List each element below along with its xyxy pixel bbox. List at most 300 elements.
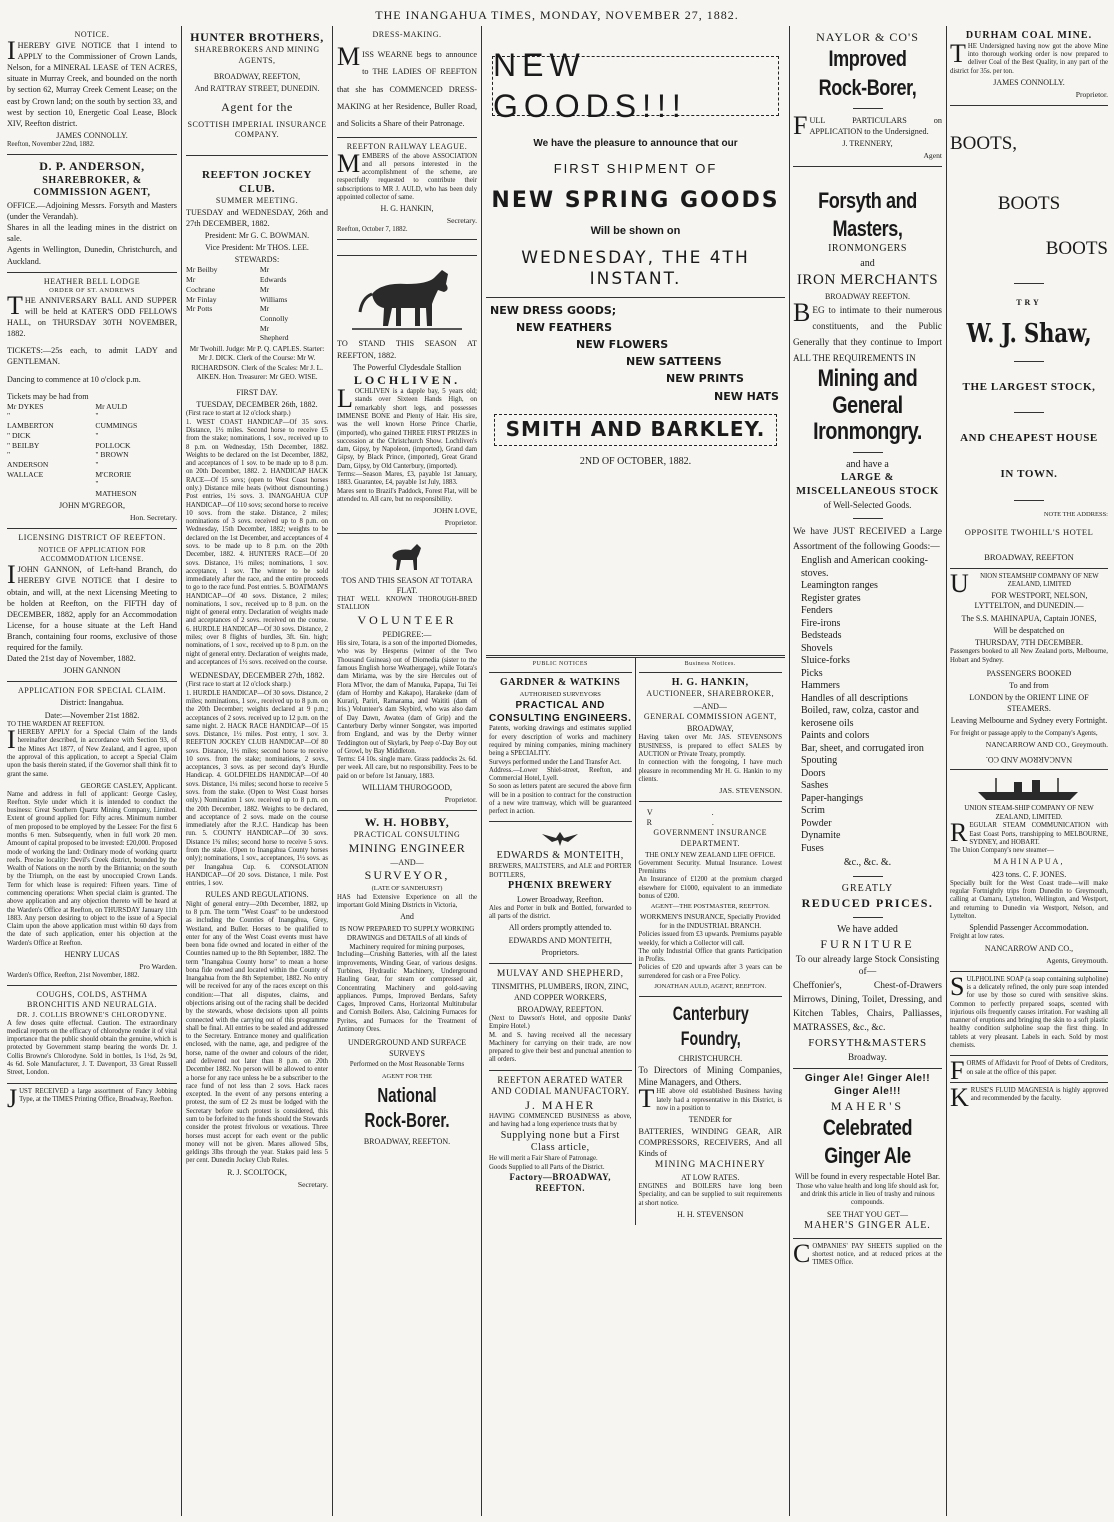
lodge-name: " BEILBY — [7, 440, 40, 450]
column-1 — [4, 26, 180, 1516]
column-2 — [183, 26, 331, 1516]
volunteer-stand: TOS AND THIS SEASON AT TOTARA FLAT. — [341, 575, 473, 595]
forsyth-large: LARGE & MISCELLANEOUS STOCK — [796, 472, 939, 497]
em-signature: EDWARDS AND MONTEITH, — [508, 935, 612, 945]
gardner-watkins-advert — [489, 673, 632, 823]
special-signature-3: Pro Warden. — [139, 962, 177, 972]
goods-item: Powder — [801, 817, 832, 829]
usco2-ship: MAHINAPUA, — [993, 857, 1065, 867]
forsyth-furniture: FURNITURE — [820, 936, 915, 951]
usco-to: To and from — [1009, 681, 1049, 691]
mineral-lease-notice — [7, 26, 177, 155]
stair-item: NEW DRESS GOODS; — [490, 304, 617, 318]
forms-body: FORMS of Affidavit for Proof of Debts of Creditors, on sale at the office of this paper. — [950, 1056, 1108, 1086]
boots-2: BOOTS — [997, 193, 1061, 215]
ginger-those: Those who value health and long life should ask for, and drink this article in lieu of trashy and ruinous compounds. — [796, 1182, 939, 1207]
forsyth-iron-merchants: IRON MERCHANTS — [796, 271, 939, 288]
naylor-title: Improved Rock-Borer, — [818, 46, 917, 100]
hankin-signature: JAS. STEVENSON. — [719, 786, 782, 796]
ginger-celebrated: Celebrated Ginger Ale — [822, 1115, 913, 1169]
column-5 — [790, 26, 945, 1516]
forsyth-and: and — [860, 257, 875, 269]
gw-body: Patents, working drawings and estimates supplied for every description of works and machinery required by mining companies, mining machinery being a SPECIALITY. — [489, 725, 632, 758]
goods-item: Shovels — [801, 642, 833, 654]
special-district: District: Inangahua. — [60, 698, 124, 708]
usco-inverted: NANCARROW AND CO. — [985, 755, 1073, 765]
aer-name: J. MAHER — [525, 1097, 596, 1112]
aer-supplying: Supplying none but a First Class article, — [500, 1129, 620, 1154]
magnesia-body: KRUSE'S FLUID MAGNESIA is highly approved and recommended by the faculty. — [950, 1082, 1108, 1112]
joice-advert — [337, 240, 477, 256]
forsyth-body: BEG to intimate to their numerous constituents, and the Public Generally that they continue to Import ALL THE REQUIREMENTS IN — [793, 298, 942, 364]
anderson-heading: D. P. ANDERSON, — [39, 159, 145, 174]
railway-league-advert — [337, 138, 477, 240]
column-6 — [947, 26, 1111, 1516]
new-goods-title: NEW GOODS!!! — [493, 47, 687, 124]
special-office: Warden's Office, Reefton, 21st November, 1882. — [7, 971, 140, 979]
railway-signature-title: Secretary. — [446, 216, 477, 226]
forsyth-furniture-list: Cheffonier's, Chest-of-Drawers Mirrows, Dining, Toilet, Dressing, and Kitchen Tables, Chairs, Palliasses, MATRASSES, &c., &c. — [793, 980, 942, 1034]
steward-name: Mr Cochrane — [186, 275, 216, 294]
hankin-subheading-2: GENERAL COMMISSION AGENT, — [643, 711, 777, 721]
coughs-subheading: BRONCHITIS AND NEURALGIA. — [26, 1000, 158, 1010]
lochliven-mares: Mares sent to Brazil's Paddock, Forest Flat, will be attended to. All care, but no responsibility. — [337, 487, 477, 503]
club-dates: TUESDAY and WEDNESDAY, 26th and 27th DECEMBER, 1882. — [186, 207, 328, 228]
licensing-body: IJOHN GANNON, of Left-hand Branch, do HEREBY GIVE NOTICE that I desire to obtain, and will, at the next Licensing Meeting to be holden at Reefton, on the FIFTH day of DECEMBER, 1882, apply for an Accommodation License, for a house situate at the Left Hand Branch, containing four rooms, exclusive of those required for the family. — [7, 560, 177, 652]
forsyth-etc: &c., &c. &. — [843, 857, 892, 869]
hobby-subheading: PRACTICAL CONSULTING — [353, 830, 461, 840]
wednesday-line: WEDNESDAY, THE 4TH INSTANT. — [521, 247, 750, 290]
spring-goods-title: NEW SPRING GOODS — [491, 188, 780, 214]
durham-heading: DURHAM COAL MINE. — [965, 30, 1093, 41]
edwards-monteith-advert — [489, 822, 632, 964]
hunter-heading: HUNTER BROTHERS, — [190, 30, 324, 44]
forsyth-heading: Forsyth and Masters, — [818, 187, 917, 241]
lodge-dancing: Dancing to commence at 10 o'clock p.m. — [7, 374, 141, 384]
usco2-new: The Union Company's new steamer— — [950, 847, 1054, 855]
notice-heading: NOTICE. — [74, 30, 110, 39]
lodge-names — [7, 402, 177, 499]
hobby-advert — [337, 811, 477, 1152]
lochliven-signature: JOHN LOVE, — [433, 506, 477, 516]
aer-patronage: He will merit a Fair Share of Patronage. — [489, 1155, 598, 1163]
goods-item: English and American cooking-stoves. — [801, 555, 928, 579]
hobby-and: —AND— — [390, 857, 424, 867]
lodge-subheading: ORDER OF ST. ANDREWS — [49, 286, 135, 294]
cant-to: To Directors of Mining Companies, Mine Managers, and Others. — [638, 1065, 782, 1088]
stair-item: NEW PRINTS — [666, 372, 744, 386]
gw-heading: GARDNER & WATKINS — [500, 676, 621, 688]
smith-date: 2ND OF OCTOBER, 1882. — [579, 455, 692, 467]
railway-date: Reefton, October 7, 1882. — [337, 226, 408, 234]
aerated-water-advert — [489, 1071, 632, 1200]
magnesia-advert — [950, 1082, 1108, 1112]
forsyth-reduced: REDUCED PRICES. — [801, 895, 934, 910]
licensing-subheading: NOTICE OF APPLICATION FOR ACCOMMODATION LICENSE. — [38, 547, 146, 563]
goods-item: Leamington ranges — [801, 580, 878, 592]
volunteer-body: His sire, Totara, is a son of the imported Diomedes, who was by Hesperus (winner of the Two Thousand Guineas) out of Diomedia (sister to the famous English horse Weathergage), while Totara's dam Miriama, was by the sire Hercules out of Flora M'Ivor, the dam of Manuka, Papapa, Tui Tei (dam of Hornby and Kakapo), Harakeke (dam of Kurari), Pariri, Ramarama, and Waititi (dam of Iris.) Volunteer's dam Skybird, who was also dam of Day Dawn, Awatea (dam of Grip) and the Canterbury Derby winner Songster, was imported from England, and was by the Derby winner Teddington out of Skylark, by Peep o'-Day Boy out of Growl, by Bay Middleton. — [337, 640, 477, 755]
forsyth-mining: Mining and General Ironmongry. — [813, 365, 922, 446]
goods-item: Scrim — [801, 805, 825, 817]
usco2-splendid: Splendid Passenger Accommodation. — [969, 923, 1089, 933]
forsyth-masters-advert — [793, 167, 942, 1069]
vr-mark: V. R. — [646, 807, 774, 828]
club-officials: Mr Twohill. Judge: Mr P. Q. CAPLES. Starter: Mr J. DICK. Clerk of the Course: Mr W. RICHARDSON. Clerk of the Scales: Mr J. L. AIKEN. Hon. Treasurer: Mr GEO. WISE. — [189, 345, 325, 381]
railway-heading: REEFTON RAILWAY LEAGUE. — [346, 142, 468, 152]
special-claim-notice — [7, 682, 177, 986]
lodge-name: " BROWN — [95, 450, 129, 460]
lochliven-stand: TO STAND THIS SEASON AT REEFTON, 1882. — [337, 339, 477, 360]
club-rules: Night of general entry—20th December, 1882, up to 8 p.m. The term "West Coast" to be understood as including the Counties of Inangahua, Grey, Westland, and Buller. Horses to be qualified to enter for any of the West Coast events must have been bona fide owned and located in either of the Counties named up to the 8th September, 1882. The term "Inangahua County horse" to mean a horse bona fide owned and located within the County of Inangahua from the 8th September, 1882. No entry will be received for any of the races except on this condition:—That all disputes, claims, and objections arising out of the racing shall be decided by the stewards, whose decisions upon all points connected with the carrying out of this programme shall be final. All entries to be sealed and addressed to the Secretary. Entrance money and qualification enclosed, with the name, age, and pedigree of the horse, name of the owner and colours of the rider, and delivered not later than 8 p.m. on 20th December 1882. No person will be allowed to enter a horse for any race unless he be a subscriber to the race fund of not less than 2 sovs. Hack races excepted. In the event of any persons entering a protest, the sum of £2 2s must be lodged with the Secretary before such protest is considered, this sum to be forfeited to the funds should the Stewards consider the protest frivolous or vexatious. Three horses must accept for each event or the public money will not be given. Mares allowed 5lbs, geldings 3lbs through the year. Stakes paid less 5 per cent. Dunedin Jockey Club Rules. — [186, 900, 328, 1165]
usco-for: FOR WESTPORT, NELSON, LYTTELTON, and DUNEDIN.— — [974, 591, 1088, 611]
ginger-heading: Ginger Ale! Ginger Ale!! — [804, 1073, 931, 1085]
notice-body: IHEREBY GIVE NOTICE that I intend to APPLY to the Commissioner of Crown Lands, Nelson, for a MINERAL LEASE of TEN ACRES, situate in Murray Creek, and bounded on the north by section 62, Murray Creek Cement Lease; on the east by Crown land; on the south by section 33, and west by section 10, Energetic Coal Lease, Block XIV, Reefton district. — [7, 36, 177, 128]
lodge-signature: JOHN M'GREGOR, — [59, 500, 125, 510]
public-notices-label: PUBLIC NOTICES — [489, 658, 632, 673]
cant-rates: AT LOW RATES. — [681, 1172, 740, 1182]
ginger-found: Will be found in every respectable Hotel Bar. — [795, 1172, 940, 1182]
hunter-address-2: And RATTRAY STREET, DUNEDIN. — [194, 84, 320, 94]
new-goods-banner — [492, 47, 779, 124]
club-first-date: TUESDAY, DECEMBER 26th, 1882. — [196, 400, 318, 410]
durham-signature: JAMES CONNOLLY. — [993, 77, 1065, 87]
em-signature-title: Proprietors. — [541, 947, 580, 957]
ms-heading: MULVAY AND SHEPHERD, — [496, 969, 624, 980]
first-shipment-line: FIRST SHIPMENT OF — [553, 160, 718, 176]
sulpholine-body: SULPHOLINE SOAP (a soap containing sulpholine) is a delicately refined, the only pure soap intended for use by those so cured with sensitive skins. Common to perfectly prepared soaps, scented with injurious oils frequently causes irritation. For washing all manner of eruptions and bringing the skin to a soft plastic healthy condition sulpholine soap the first thing. In tablets at very pleasant. Labels in each. Sold by most chemists. — [950, 971, 1108, 1049]
usco-london: LONDON by the ORIENT LINE OF STEAMERS. — [969, 693, 1089, 713]
gov-signature: JONATHAN AULD, AGENT, REEFTON. — [654, 983, 767, 991]
hankin-connection: In connection with the foregoing, I have much pleasure in recommending Mr H. G. Hankin to my clients. — [638, 759, 782, 783]
durham-coal-advert — [950, 26, 1108, 106]
licensing-signature: JOHN GANNON — [63, 665, 121, 675]
broadway: BROADWAY, REEFTON — [984, 551, 1074, 562]
ginger-heading-2: Ginger Ale!!! — [834, 1086, 901, 1097]
lodge-body: THE ANNIVERSARY BALL AND SUPPER will be held at KATER'S ODD FELLOWS HALL, on THURSDAY 30TH NOVEMBER, 1882. — [7, 291, 177, 339]
union-steamship-advert-1 — [950, 569, 1108, 771]
hobby-agent: AGENT FOR THE — [381, 1073, 433, 1081]
lodge-name: " MATHESON — [95, 479, 137, 499]
cant-tender: TENDER for — [688, 1115, 732, 1125]
stair-item: NEW FLOWERS — [576, 338, 669, 352]
anderson-agents: Agents in Wellington, Dunedin, Christchurch, and Auckland. — [7, 245, 177, 266]
special-signature: GEORGE CASLEY, Applicant. — [80, 780, 177, 790]
usco-passengers: Passengers booked to all New Zealand ports, Melbourne, Hobart and Sydney. — [950, 648, 1108, 664]
club-stewards — [186, 265, 328, 343]
public-notices-column — [486, 658, 636, 1225]
largest-stock: THE LARGEST STOCK, — [962, 381, 1096, 394]
railway-signature: H. G. HANKIN, — [380, 204, 434, 214]
cant-heading: Canterbury Foundry, — [672, 1004, 749, 1050]
club-second-note: (First race to start at 12 o'clock sharp.) — [186, 681, 291, 689]
gw-subheading: AUTHORISED SURVEYORS — [519, 691, 601, 699]
pleasure-line: We have the pleasure to announce that our — [533, 138, 738, 149]
forsyth-well: of Well-Selected Goods. — [823, 500, 912, 511]
ginger-maher: MAHER'S — [830, 1098, 905, 1113]
steward-name: Mr Williams — [259, 284, 288, 304]
hobby-heading: W. H. HOBBY, — [364, 814, 450, 829]
hobby-surveyor: SURVEYOR, — [364, 868, 450, 883]
special-heading: APPLICATION FOR SPECIAL CLAIM. — [17, 686, 167, 696]
gov-agent: AGENT—THE POSTMASTER, REEFTON. — [650, 903, 770, 911]
forsyth-address: BROADWAY REEFTON. — [824, 291, 911, 301]
durham-signature-title: Proprietor. — [1075, 90, 1108, 100]
lochliven-advert — [337, 256, 477, 533]
steward-name: Mr Shepherd — [259, 323, 289, 343]
volunteer-signature: WILLIAM THUROGOOD, — [361, 782, 453, 792]
aer-factory: Factory—BROADWAY, REEFTON. — [509, 1171, 612, 1194]
lochliven-body: LOCHLIVEN is a dapple bay, 5 years old; stands over Sixteen Hands High, on remarkably short legs, and possesses IMMENSE BONE and Plenty of Hair. His sire, was the well known Horse Prince Charlie, (imported), who gained THREE FIRST PRIZES in succession at the Christchurch Show. Lochliven's dam, Gipsy, by Napoleon, (imported), Grand dam Gipsy, by Black Prince, (imported), Great Grand Dam, Gipsy, by Old Canterbury, (imported). — [337, 384, 477, 470]
notices-subcolumns — [486, 658, 785, 1225]
gov-body: An Insurance of £1200 at the premium charged elsewhere for £1000, equivalent to an immediate bonus of £200. — [638, 876, 782, 900]
special-details: Name and address in full of applicant: George Casley, Reefton. Style under which it is intended to conduct the business: Great Southern Quartz Mining Company, Limited. Extent of ground applied for: Fifty acres. Minimum number of men proposed to be employed by the Lessee: For the first 6 months 6 men. Subsequently, when in full work 20 men. Amount of capital proposed to be invested: £20,000. Proposed mode of working the land: Ordinary mode of working quartz reefs. Precise locality: Devil's Creek district, bounded by the Wealth of Nations on the north by the Britannia; on the south by the Triumph, on the east by unoccupied Crown Lands. Term for which lease is required: Fifteen years. Time of commencing operations: When special claim is granted. The above application and any objection thereto will be heard at the Warden's Office at Reefton, on THURSDAY January 11th 1883. Any person desiring to object to the issue of a Special Claim upon the above application must within 60 days from the date of such application, enter his objection at the Warden's Office at Reefton. — [7, 790, 177, 947]
volunteer-subheading: THAT WELL KNOWN THOROUGH-BRED STALLION — [337, 596, 477, 612]
hobby-and-2: And — [400, 912, 414, 922]
gov-security: Government Security. Mutual Insurance. Lowest Premiums — [638, 859, 782, 875]
naylor-heading: NAYLOR & CO'S — [816, 30, 919, 44]
hankin-heading: H. G. HANKIN, — [671, 676, 749, 688]
goods-item: Paper-hangings — [801, 792, 864, 804]
coughs-advert — [7, 986, 177, 1083]
goods-item: Spouting — [801, 755, 838, 767]
small-horse-illustration — [387, 542, 427, 572]
hobby-prepared: IS NOW PREPARED TO SUPPLY WORKING DRAWINGS and DETAILS of all kinds of Machinery required for mining purposes, — [339, 924, 475, 951]
companies-body: COMPANIES' PAY SHEETS supplied on the shortest notice, and at reduced prices at the TIMES Office. — [793, 1238, 942, 1268]
ms-body: M. and S. having received all the necessary Machinery for carrying on their trade, are now prepared to give their best and punctual attention to all orders. — [489, 1031, 632, 1064]
club-first-note: (First race to start at 12 o'clock sharp.) — [186, 410, 291, 418]
anderson-office: OFFICE.—Adjoining Messrs. Forsyth and Masters (under the Verandah). — [7, 201, 177, 222]
goods-item: Register grates — [801, 592, 861, 604]
forms-advert — [950, 1056, 1108, 1086]
goods-item: Doors — [801, 767, 826, 779]
forsyth-received: We have JUST RECEIVED a Large Assortment of the following Goods:— — [793, 526, 942, 552]
lodge-name: " M'CRORIE — [95, 459, 132, 479]
steward-name: Mr Connolly — [259, 304, 289, 323]
em-heading: EDWARDS & MONTEITH, — [496, 850, 624, 862]
em-phoenix: PHŒNIX BREWERY — [508, 879, 613, 891]
cant-engines: ENGINES and BOILERS have long been Speciality, and can be supplied to suit requirements at short notice. — [638, 1183, 782, 1207]
cant-body: THE above old established Business having lately had a representative in this District, is now in a position to — [638, 1084, 782, 1114]
heather-bell-lodge-advert — [7, 273, 177, 529]
club-rules-heading: RULES AND REGULATIONS. — [205, 890, 309, 900]
goods-item: Bar, sheet, and corrugated iron — [801, 742, 924, 754]
forsyth-added: We have added — [837, 924, 898, 936]
club-races-day-2: 1. HURDLE HANDICAP—Of 30 sovs. Distance, 2 miles; nominations, 1 sov., received up to 8 p.m. on the 20th December; weights declared at 9 p.m.; acceptances of 2 sovs. received up to 12 p.m. on the same night. 2. HACK RACE HANDICAP—Of 15 sovs. Distance, 1½ miles. Post entry, 1 sov. 3. REEFTON JOCKEY CLUB HANDICAP—Of 80 sovs. Distance, 1½ miles; second horse to receive 10 sovs. from the stake; nominations, 2 sovs., acceptances, 3 sovs. as per second day's Hurdle Handicap. 4. GOLDFIELDS HANDICAP—Of 40 sovs. Distance, 1¼ miles; second horse to receive 5 sovs. from the stake. (Open to West Coast horses only.) Nomination 1 sov. received up to 8 p.m. on the 20th December, 1882. Weights to be declared, and acceptance of 2 sovs. made on the course immediately after the R.J.C. Handicap has been run. 5. COUNTY HANDICAP—Of 30 sovs. Distance 1¾ miles; second horse to receive 5 sovs. from the stake. (Open to Inangahua County horses only); nominations, 1 sov., acceptances, 1½ sovs. as per Inangahua Cup. 6. CONSOLATION HANDICAP—Of 20 sovs. Distance, 1 mile. Post entries, 1 sov. — [186, 689, 328, 888]
volunteer-signature-title: Proprietor. — [444, 795, 477, 805]
club-signature-title: Secretary. — [297, 1179, 328, 1189]
gov-policies: Policies issued from £3 upwards. Premiums payable weekly, for which a Collector will call. — [638, 931, 782, 947]
gov-policies-2: Policies of £20 and upwards after 3 years can be surrendered for cash or a Free Policy. — [638, 964, 782, 980]
club-stewards-label: STEWARDS: — [234, 255, 280, 265]
try: TRY — [1016, 297, 1042, 307]
usco2-body: REGULAR STEAM COMMUNICATION with East Coast Ports, transhipping to MELBOURNE, SYDNEY, and HOBART. — [950, 818, 1108, 848]
hunter-address-1: BROADWAY, REEFTON, — [213, 71, 301, 81]
licensing-notice — [7, 529, 177, 682]
hankin-address: BROADWAY, — [687, 724, 734, 734]
usco-despatch: Will be despatched on — [993, 625, 1065, 635]
gw-address: Address.—Lower Shiel-street, Reefton, and Commercial Hotel, Lyell. — [489, 766, 632, 783]
lochliven-terms: Terms:—Season Mares, £3, payable 1st January, 1883. Guarantee, £4, payable 1st July, 1883. — [337, 471, 477, 487]
gov-subheading: THE ONLY NEW ZEALAND LIFE OFFICE. — [645, 850, 776, 859]
cant-signature: H. H. STEVENSON — [677, 1209, 744, 1219]
hobby-address: BROADWAY, REEFTON. — [363, 1136, 451, 1146]
railway-body: MEMBERS of the above ASSOCIATION and all persons interested in the accomplishment of the scheme, are respectfully requested to contribute their subscriptions to MR J. AULD, who has been duly appointed collector of same. — [337, 148, 477, 201]
ms-address: BROADWAY, REEFTON. — [517, 1004, 604, 1014]
special-date: Date:—November 21st 1882. — [44, 710, 140, 720]
boots-3: BOOTS — [1045, 237, 1108, 259]
goods-item: Sashes — [801, 780, 829, 792]
em-subheading: BREWERS, MALTSTERS, and ALE and PORTER BOTTLERS, — [489, 863, 632, 879]
notice-date: Reefton, November 22nd, 1882. — [7, 140, 95, 148]
column-4 — [483, 26, 788, 1516]
em-address: Lower Broadway, Reefton. — [516, 894, 604, 904]
usco2-body-2: Specially built for the West Coast trade—will make regular Fortnightly trips from Dunedin to Greymouth, calling at Oamaru, Lyttelton, Wellington, and Westport, and returning to Dunedin via Westport, Nelson, and Lyttelton. — [950, 879, 1108, 920]
goods-item: Fuses — [801, 842, 824, 854]
opposite: OPPOSITE TWOHILL'S HOTEL — [964, 526, 1094, 537]
lodge-name: " ANDERSON — [7, 450, 49, 469]
usco2-signature-2: Agents, Greymouth. — [1046, 955, 1108, 965]
goods-item: Fire-irons — [801, 617, 841, 629]
usco-heading: UNION STEAMSHIP COMPANY OF NEW ZEALAND, LIMITED — [950, 568, 1099, 598]
forsyth-stock: To our already large Stock Consisting of— — [795, 955, 940, 978]
lochliven-signature-title: Proprietor. — [444, 517, 477, 527]
lodge-name: " POLLOCK — [95, 430, 131, 450]
anderson-advert — [7, 155, 177, 272]
lodge-name: " DICK — [7, 430, 31, 440]
fancy-type-advert — [7, 1083, 177, 1113]
dressmaking-advert — [337, 26, 477, 138]
ginger-ale-advert — [793, 1069, 942, 1238]
usco-booked: PASSENGERS BOOKED — [986, 668, 1072, 678]
cant-mining: MINING MACHINERY — [654, 1159, 766, 1170]
hobby-title: MINING ENGINEER — [348, 840, 466, 855]
hunter-company: SCOTTISH IMPERIAL INSURANCE COMPANY. — [187, 119, 327, 139]
goods-item: Bedsteads — [801, 630, 842, 642]
club-second-date: WEDNESDAY, DECEMBER 27th, 1882. — [189, 671, 325, 681]
dress-body: MISS WEARNE begs to announce to THE LADIES OF REEFTON that she has COMMENCED DRESS-MAKING at her Residence, Buller Road, and Solicits a Share of their Patronage. — [337, 42, 477, 129]
aer-body: HAVING COMMENCED BUSINESS as above, and having had a long experience trusts that by — [489, 1113, 632, 1129]
goods-item: Dynamite — [801, 830, 841, 842]
usco-ship: The S.S. MAHINAPUA, Captain JONES, — [961, 613, 1097, 623]
club-president: President: Mr G. C. BOWMAN. — [204, 230, 310, 240]
club-subheading: SUMMER MEETING. — [215, 196, 299, 206]
volunteer-terms: Terms: £4 10s. single mare. Grass paddocks 2s. 6d. per week. All care, but no responsibility. Fees to be paid on or before 1st January, 1883. — [337, 756, 477, 780]
hobby-underground: UNDERGROUND AND SURFACE SURVEYS — [347, 1038, 467, 1058]
smith-barkley-advert — [486, 26, 785, 658]
business-notices-label: Business Notices. — [639, 658, 783, 673]
hunter-brothers-advert — [186, 26, 328, 156]
stair-item: NEW SATTEENS — [626, 355, 722, 369]
notice-signature: JAMES CONNOLLY. — [56, 130, 128, 140]
smith-barkley-banner — [494, 414, 777, 446]
lodge-name: WALLACE — [7, 469, 44, 479]
forsyth-have: and have a — [846, 458, 889, 470]
special-body: IHEREBY APPLY for a Special Claim of the lands hereinafter described, in accordance with Section 93, of the Mines Act 1877, of New Zealand, and I agree, upon the approval of this application, to accept a Special Claim upon the basis therein stated, if the Governor shall think fit to grant the same. — [7, 725, 177, 778]
lodge-tickets: TICKETS:—25s each, to admit LADY and GENTLEMAN. — [7, 346, 177, 367]
coughs-brand: DR. J. COLLIS BROWNE'S CHLORODYNE. — [17, 1010, 167, 1019]
gov-heading: GOVERNMENT INSURANCE DEPARTMENT. — [653, 828, 768, 848]
durham-body: THE Undersigned having now got the above Mine into thorough working order is now prepared to deliver Coal of the Best Quality, in any part of the district for 35s. per ton. — [950, 38, 1108, 75]
pay-sheets-advert — [793, 1239, 942, 1273]
hobby-underground-2: Performed on the Most Reasonable Terms — [349, 1060, 465, 1068]
em-orders: All orders promptly attended to. — [508, 923, 612, 933]
column-rule — [181, 26, 182, 1516]
sulpholine-advert — [950, 972, 1108, 1057]
gov-only: The only Industrial Office that grants Participation in Profits. — [638, 947, 782, 964]
gov-workmen: WORKMEN'S INSURANCE, Specially Provided for in the INDUSTRIAL BRANCH. — [640, 913, 781, 931]
steamship-icon — [974, 776, 1084, 802]
goods-item: Sluice-forks — [801, 655, 850, 667]
forsyth-greatly: GREATLY — [841, 882, 894, 894]
address-note: NOTE THE ADDRESS: — [1043, 510, 1108, 518]
club-vice-president: Vice President: Mr THOS. LEE. — [205, 242, 309, 252]
ms-location: (Next to Dawson's Hotel, and opposite Danks' Empire Hotel.) — [489, 1014, 632, 1031]
smith-barkley-name: SMITH AND BARKLEY. — [505, 416, 766, 441]
volunteer-name: VOLUNTEER — [357, 612, 457, 627]
goods-item: Hammers — [801, 680, 840, 692]
shaw-boots-advert — [950, 106, 1108, 569]
goods-item: Picks — [801, 667, 823, 679]
lochliven-subheading: The Powerful Clydesdale Stallion — [352, 362, 462, 372]
goods-item: Boiled, raw, colza, castor and kerosene oils — [801, 705, 919, 729]
goods-item: Handles of all descriptions — [801, 692, 908, 704]
gw-title: PRACTICAL AND CONSULTING ENGINEERS. — [489, 699, 632, 724]
business-notices-column — [636, 658, 786, 1225]
forsyth-subheading: IRONMONGERS — [828, 243, 907, 255]
hankin-body: Having taken over Mr. JAS. STEVENSON'S BUSINESS, is prepared to effect SALES by AUCTION or Private Treaty, promptly. — [638, 734, 782, 758]
boots-1: BOOTS, — [950, 132, 1018, 154]
usco-freight: For freight or passage apply to the Company's Agents, — [950, 730, 1098, 738]
cheapest-house: AND CHEAPEST HOUSE — [960, 432, 1098, 445]
volunteer-advert — [337, 534, 477, 811]
lodge-name: Mr DYKES — [7, 401, 44, 411]
anderson-subheading: SHAREBROKER, & COMMISSION AGENT, — [33, 174, 151, 199]
club-first-day: FIRST DAY. — [236, 387, 278, 397]
naylor-signature: J. TRENNERY, — [842, 138, 893, 148]
lodge-name: " CUMMINGS — [95, 411, 138, 431]
naylor-signature-title: Agent — [923, 151, 942, 161]
gw-surveys: Surveys performed under the Land Transfer Act. — [489, 758, 621, 766]
ginger-signature: MAHER'S GINGER ALE. — [804, 1219, 931, 1231]
fancy-body: JUST RECEIVED a large assortment of Fancy Jobbing Type, at the TIMES Printing Office, Broadway, Reefton. — [7, 1083, 177, 1113]
volunteer-pedigree-label: PEDIGREE:— — [382, 629, 432, 639]
licensing-heading: LICENSING DISTRICT OF REEFTON. — [18, 532, 166, 542]
masthead: THE INANGAHUA TIMES, MONDAY, NOVEMBER 27, 1882. — [375, 8, 739, 22]
eagle-icon — [540, 828, 580, 848]
hobby-list: Including—Crushing Batteries, with all the latest improvements, Winding Gear, of various designs. Turbines, Hydraulic Machinery, Underground Hauling Gear, for steam or compressed air, Concentrating Machinery and gold-saving appliances. Pumps, Improved Berdans, Safety Cages, Improved Cams, Horizontal Multitubular and Cornish Boilers. Also, Calcining Furnaces for Pyrites, and Furnaces for the Treatment of Antimony Ores. — [337, 951, 477, 1033]
shaw-name: W. J. Shaw, — [966, 319, 1092, 350]
usco2-freight: Freight at low rates. — [950, 933, 1005, 941]
ginger-see: SEE THAT YOU GET— — [827, 1209, 908, 1219]
usco2-heading: UNION STEAM-SHIP COMPANY OF NEW ZEALAND, LIMITED. — [964, 804, 1094, 822]
lodge-tickets-from: Tickets may be had from — [7, 391, 89, 401]
usco-agents: NANCARROW AND CO., Greymouth. — [985, 740, 1108, 750]
canterbury-foundry-advert — [639, 997, 783, 1225]
aer-goods: Goods Supplied to all Parts of the District. — [489, 1163, 605, 1171]
club-heading: REEFTON JOCKEY CLUB. — [202, 169, 312, 196]
club-races-day-1: 1. WEST COAST HANDICAP—Of 35 sovs. Distance, 1½ miles. Second horse to receive £5 from the stake; nominations, 1 sov., received up to 8 p.m. on Wednesday, 15th December, 1882. Weights to be declared on the 1st December, 1882, and acceptances of 1 sov. to be made up to 8 p.m. on 20th December, 1882. 2. HANDICAP HACK RACE—Of 15 sovs; (open to West Coast horses only.) Distance mile heats (without dismounting.) Post entries, 1½ sovs. 3. INANGAHUA CUP HANDICAP—Of 110 sovs; second horse to receive 10 sovs. from the stake. Distance, 2 miles; nominations of 3 sovs. received up to 8 p.m. on Wednesday, 15th December, 1882; weights to be declared on the 1st December, and acceptances of 4 sovs. to be made up to 8 p.m. on the 20th December, 1882. 4. HUNTERS RACE—Of 20 sovs. Distance, 1½ miles; nominations, 1 sov. acceptance, 1 sov. The winner to be sold immediately after the race, and the entire proceeds to go to the race fund. Post entries. 5. BOATMAN'S HANDICAP—Of 40 sovs. Distance, 2 miles; nominations, 1 sov., received up to 8 p.m. on the night of general entry. Declaration of weights made and acceptances of 2 sovs. received on the course. 6. HURDLE HANDICAP—Of 30 sovs. Distance, 2 miles; over 8 flights of hurdles, 3ft. 6in. high; nominations, of 1 sov., received up to 8 p.m. on the night of general entry. Declaration of weights made, and acceptances of 1½ sovs. received on the course. — [186, 418, 328, 666]
column-rule — [332, 26, 333, 1516]
ms-subheading: TINSMITHS, PLUMBERS, IRON, ZINC, AND COPPER WORKERS, — [491, 982, 629, 1002]
special-to: TO THE WARDEN AT REEFTON. — [7, 720, 105, 728]
naylor-body: FULL PARTICULARS on APPLICATION to the Undersigned. — [793, 110, 942, 140]
jockey-club-advert — [186, 156, 328, 1194]
coughs-body: A few doses quite effectual. Caution. The extraordinary medical reports on the efficacy of chlorodyne render it of vital importance that the public should obtain the genuine, which is protected by Government stamp bearing the words Dr. J. Collis Browne's Chlorodyne. Sold in bottles, 1s 1½d, 2s 9d, 4s 6d. Sole Manufacturer, J. T. Davenport, 33 Great Russell Street, London. — [7, 1019, 177, 1077]
forsyth-signature: FORSYTH&MASTERS — [808, 1036, 927, 1049]
special-signature-2: HENRY LUCAS — [64, 949, 120, 959]
coughs-heading: COUGHS, COLDS, ASTHMA — [36, 990, 148, 1000]
anderson-shares: Shares in all the leading mines in the district on sale. — [7, 223, 177, 244]
